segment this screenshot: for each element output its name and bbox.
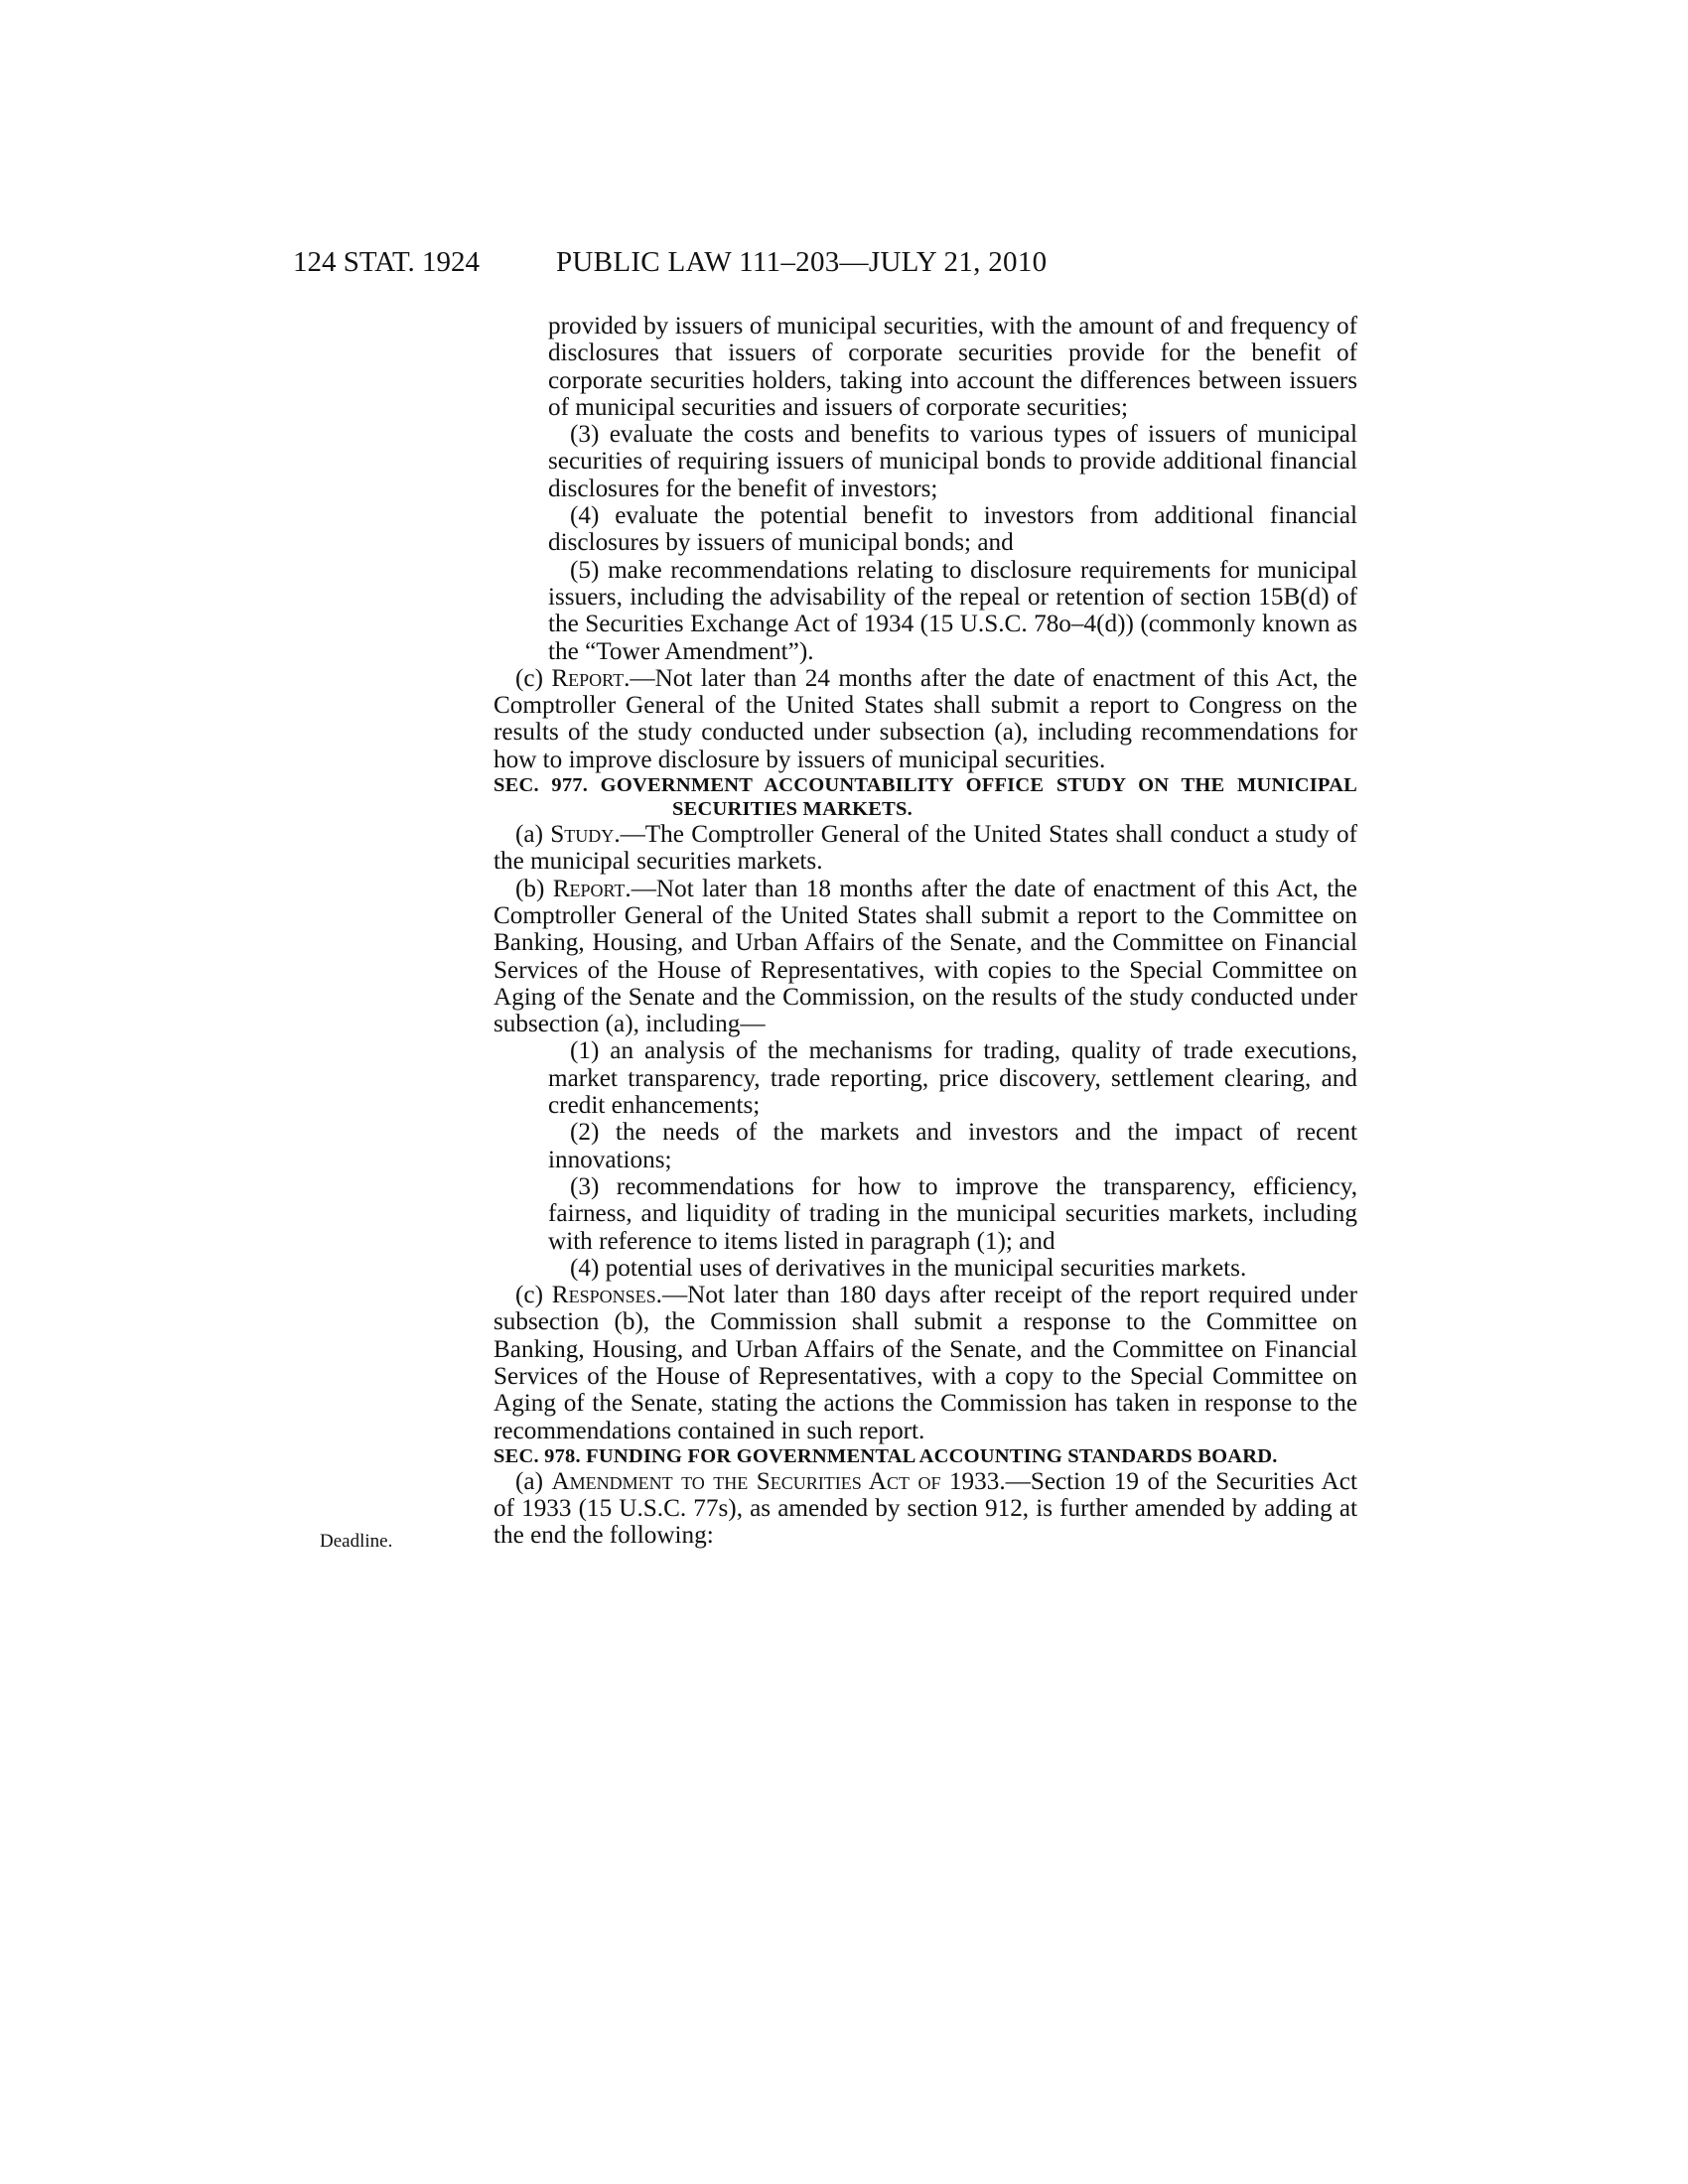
subsection-c-report — [493, 665, 1357, 773]
subsection-label: (c) — [515, 1282, 552, 1309]
subsection-text: .—The Comptroller General of the United States shall conduct a study of the municipal securities markets. — [493, 821, 1357, 876]
subsection-caption: Responses — [551, 1282, 656, 1309]
subsection-a-amendment — [493, 1468, 1357, 1550]
subsection-text: .—Not later than 180 days after receipt of the report required under subsection (b), the Commission shall submit a response to the Committee on Banking, Housing, and Urban Affairs of the Senate, and the Committee on Financial Services of the House of Representatives, with a copy to the Special Committee on Aging of the Senate, stating the actions the Commission has taken in response to the recommendations contained in such report. — [493, 1282, 1357, 1444]
section-heading-978: SEC. 978. FUNDING FOR GOVERNMENTAL ACCOUNTING STANDARDS BOARD. — [493, 1444, 1278, 1467]
subsection-text: .—Not later than 24 months after the date of enactment of this Act, the Comptroller General of the United States shall submit a report to Congress on the results of the study conducted under subsection (a), including recommendations for how to improve disclosure by issuers of municipal securities. — [493, 664, 1357, 773]
report-items-block — [548, 1037, 1357, 1282]
subsection-text: .—Section 19 of the Securities Act of 1933 (15 U.S.C. 77s), as amended by section 912, is further amended by adding at the end the following: — [493, 1467, 1357, 1550]
paragraph-item-3: (3) evaluate the costs and benefits to various types of issuers of municipal securities of requiring issuers of municipal bonds to provide additional financial disclosures for the benefit of investors; — [548, 421, 1357, 502]
subsection-a-study — [493, 821, 1357, 876]
page-header — [0, 246, 1688, 286]
subsection-b-report — [493, 876, 1357, 1038]
paragraph-item-4: (4) evaluate the potential benefit to investors from additional financial disclosures by issuers of municipal bonds; and — [548, 502, 1357, 557]
paragraph-item-3b: (3) recommendations for how to improve the transparency, efficiency, fairness, and liquidity of trading in the municipal securities markets, including with reference to items listed in paragraph (1); and — [548, 1172, 1357, 1255]
body-text — [493, 313, 1357, 1550]
subsection-caption: Report — [552, 875, 626, 902]
paragraph-item-4b: (4) potential uses of derivatives in the municipal securities markets. — [570, 1254, 1247, 1282]
subsection-caption: Study — [550, 821, 615, 849]
paragraph-item-5: (5) make recommendations relating to disclosure requirements for municipal issuers, including the advisability of the repeal or retention of section 15B(d) of the Securities Exchange Act of 1934 (15 U.S.C. 78o–4(d)) (commonly known as the “Tower Amendment”). — [548, 556, 1357, 665]
margin-note-deadline: Deadline. — [320, 1531, 393, 1552]
paragraph-continuation: provided by issuers of municipal securities, with the amount of and frequency of disclosures that issuers of corporate securities provide for the benefit of corporate securities holders, taking into account the differences between issuers of municipal securities and issuers of corporate securities; — [548, 313, 1357, 421]
study-items-block — [548, 421, 1357, 665]
subsection-caption: Report — [551, 664, 625, 692]
subsection-caption: Amendment to the Securities Act of 1933 — [551, 1467, 1000, 1495]
paragraph-item-2: (2) the needs of the markets and investors and the impact of recent innovations; — [548, 1119, 1357, 1173]
subsection-text: .—Not later than 18 months after the date of enactment of this Act, the Comptroller General of the United States shall submit a report to the Committee on Banking, Housing, and Urban Affairs of the Senate, and the Committee on Financial Services of the House of Representatives, with copies to the Special Committee on Aging of the Senate and the Commission, on the results of the study conducted under subsection (a), including— — [493, 875, 1357, 1038]
subsection-label: (c) — [515, 664, 552, 692]
subsection-label: (a) — [515, 1467, 552, 1495]
statute-citation: 124 STAT. 1924 — [293, 246, 481, 278]
section-heading-977: SEC. 977. GOVERNMENT ACCOUNTABILITY OFFICE STUDY ON THE MUNICIPAL SECURITIES MARKETS. — [493, 774, 1357, 821]
paragraph-item-1: (1) an analysis of the mechanisms for trading, quality of trade executions, market transparency, trade reporting, price discovery, settlement clearing, and credit enhancements; — [548, 1037, 1357, 1120]
subsection-label: (b) — [515, 875, 553, 902]
subsection-c-responses — [493, 1282, 1357, 1444]
subsection-label: (a) — [515, 821, 551, 849]
running-title: PUBLIC LAW 111–203—JULY 21, 2010 — [556, 246, 1048, 278]
